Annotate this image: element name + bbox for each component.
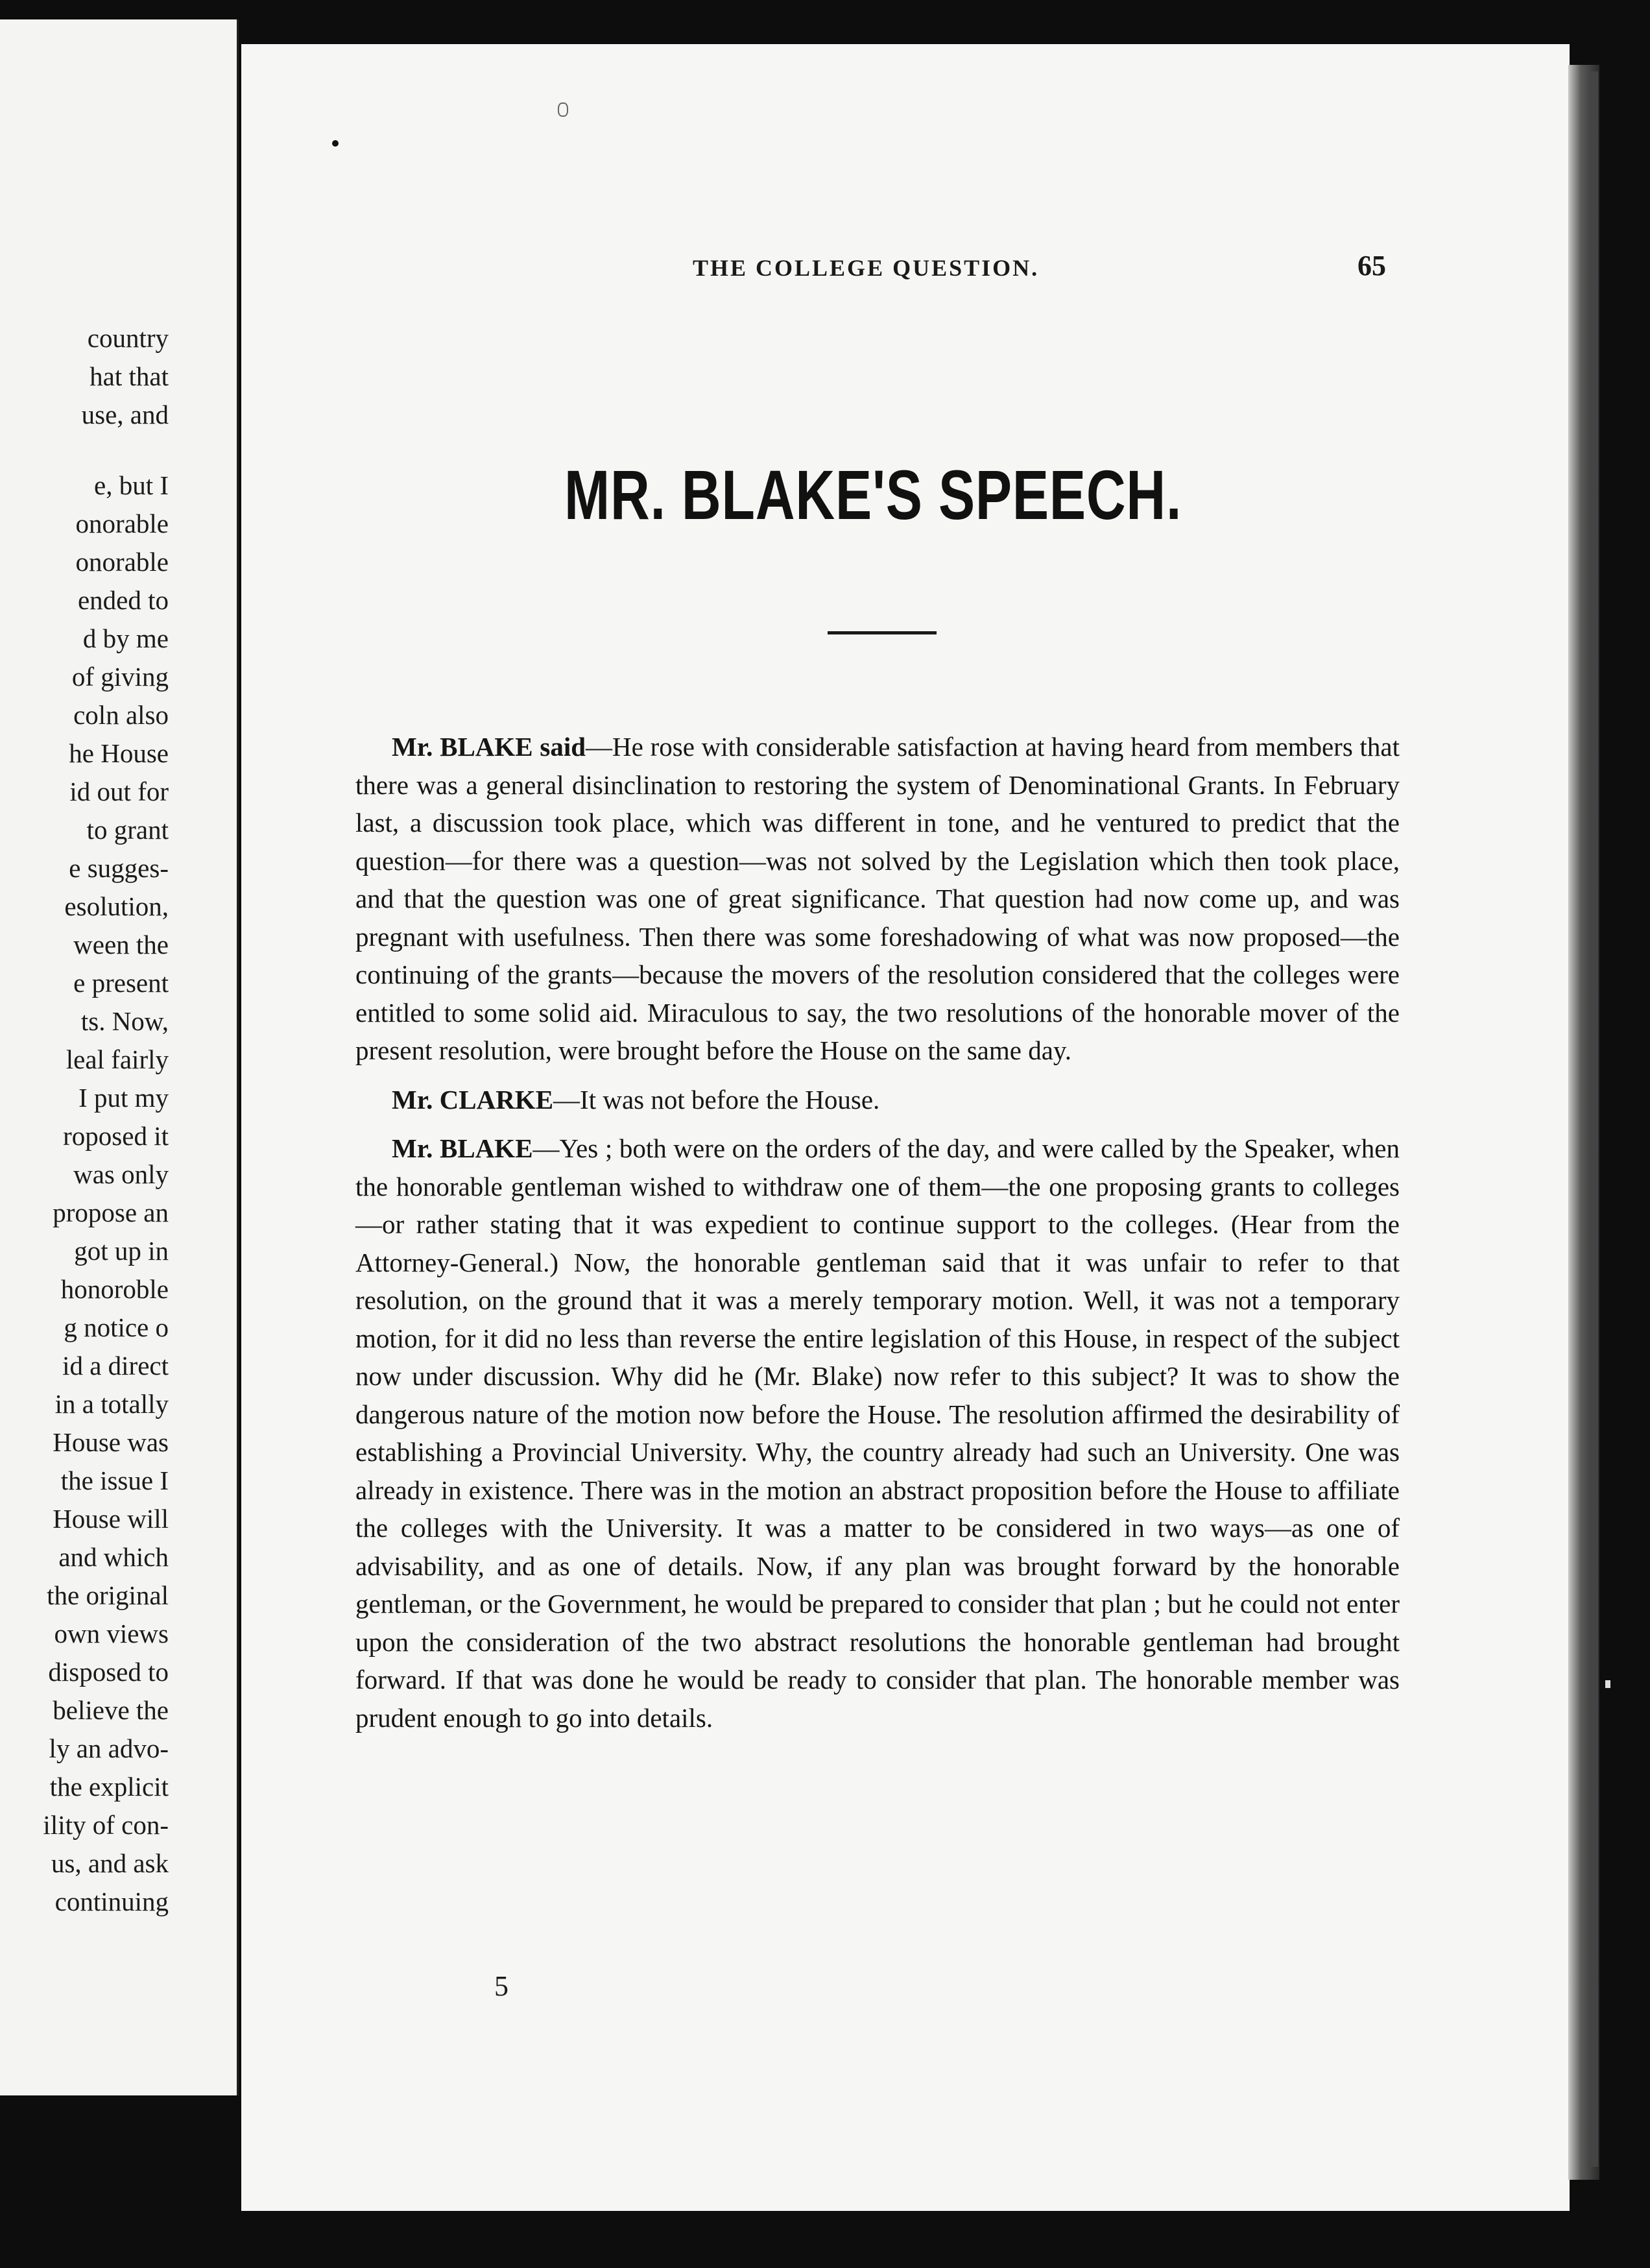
left-page-line: roposed it: [63, 1121, 169, 1151]
speech-body: [355, 728, 1400, 1748]
paragraph: [355, 1129, 1400, 1737]
left-page-line: in a totally: [54, 1389, 169, 1419]
left-page-line: continuing: [54, 1887, 169, 1916]
left-page-line: of giving: [71, 662, 169, 692]
left-page-line: and which: [58, 1542, 169, 1572]
left-page-line: ween the: [73, 930, 169, 959]
left-page-fragment: [0, 19, 239, 2095]
left-page-line: onorable: [75, 509, 169, 538]
left-page-line: e sugges-: [69, 853, 169, 883]
left-page-line: id a direct: [62, 1351, 169, 1381]
page-edge-line: [1589, 71, 1598, 2167]
left-page-line: ility of con-: [43, 1810, 169, 1840]
left-page-line: onorable: [75, 547, 169, 577]
left-page-line: ts. Now,: [80, 1006, 169, 1036]
left-page-line: I put my: [78, 1083, 169, 1113]
left-page-line: the original: [47, 1580, 169, 1610]
left-page-line: he House: [69, 738, 169, 768]
speaker-name: Mr. BLAKE said: [392, 732, 586, 762]
paragraph-text: —He rose with considerable satisfaction at having heard from members that there was a general disinclination to restoring the system of Denominational Grants. In February last, a discussion took place, which was different in tone, and he ventured to predict that the question—for there was a question—was not solved by the Legislation which then took place, and that the question was one of great significance. That question had now come up, and was pregnant with usefulness. Then there was some foreshadowing of what was now proposed—the continuing of the grants—because the movers of the resolution considered that the colleges were entitled to some solid aid. Miraculous to say, the two resolutions of the honorable mover of the present resolution, were brought before the House on the same day.: [355, 732, 1400, 1065]
paper-speck: [1605, 1680, 1610, 1688]
running-head: THE COLLEGE QUESTION.: [693, 255, 1040, 281]
left-page-line: the issue I: [60, 1466, 169, 1495]
left-page-line: ly an advo-: [49, 1733, 169, 1763]
speaker-name: Mr. CLARKE: [392, 1084, 554, 1115]
left-page-line: esolution,: [64, 891, 169, 921]
left-page-line: hat that: [90, 361, 169, 391]
left-page-line: House was: [53, 1427, 169, 1457]
left-page-line: honoroble: [60, 1274, 169, 1304]
left-page-text: [0, 319, 169, 1921]
ink-speck: [558, 103, 568, 117]
left-page-line: was only: [73, 1159, 169, 1189]
paragraph: [355, 728, 1400, 1070]
ink-speck: [332, 140, 339, 147]
speaker-name: Mr. BLAKE: [392, 1133, 533, 1163]
line-gap: [0, 434, 169, 466]
paragraph: [355, 1081, 1400, 1119]
left-page-line: the explicit: [49, 1772, 169, 1802]
paragraph-text: —It was not before the House.: [553, 1084, 880, 1115]
left-page-line: use, and: [81, 400, 169, 429]
left-page-line: disposed to: [48, 1657, 169, 1687]
signature-mark: 5: [494, 1970, 508, 2002]
left-page-line: e present: [73, 968, 169, 998]
left-page-line: country: [87, 323, 169, 353]
left-page-line: believe the: [53, 1695, 169, 1725]
left-page-line: d by me: [82, 623, 169, 653]
left-page-line: to grant: [86, 815, 169, 845]
left-page-line: e, but I: [94, 470, 169, 500]
left-page-line: own views: [54, 1619, 169, 1648]
left-page-line: g notice o: [64, 1312, 169, 1342]
page-number: 65: [1357, 250, 1386, 282]
left-page-line: got up in: [74, 1236, 169, 1266]
paragraph-text: —Yes ; both were on the orders of the day, and were called by the Speaker, when the honorable gentleman wished to withdraw one of them—the one proposing grants to colleges—or rather stating that it was expedient to continue support to the colleges. (Hear from the Attorney-General.) Now, the honorable gentleman said that it was unfair to refer to that resolution, on the ground that it was a merely temporary motion. Well, it was not a temporary motion, for it did no less than reverse the entire legislation of this House, in respect of the subject now under discussion. Why did he (Mr. Blake) now refer to this subject? It was to show the dangerous nature of the motion now before the House. The resolution affirmed the desirability of establishing a Provincial University. Why, the country already had such an University. One was already in existence. There was in the motion an abstract proposition before the House to affiliate the colleges with the University. It was a matter to be considered in two ways—as one of advisability, and as one of details. Now, if any plan was brought forward by the honorable gentleman, or the Government, he would be prepared to consider that plan ; but he could not enter upon the consideration of the two abstract resolutions the honorable gentleman had brought forward. If that was done he would be ready to consider that plan. The honorable member was prudent enough to go into details.: [355, 1133, 1400, 1733]
left-page-line: coln also: [73, 700, 169, 730]
left-page-line: id out for: [69, 777, 169, 806]
page-title: MR. BLAKE'S SPEECH.: [564, 455, 1182, 534]
left-page-line: us, and ask: [51, 1848, 169, 1878]
left-page-line: House will: [53, 1504, 169, 1534]
left-page-line: propose an: [53, 1198, 169, 1227]
title-rule: [828, 631, 937, 634]
left-page-line: ended to: [77, 585, 169, 615]
left-page-line: leal fairly: [66, 1044, 169, 1074]
